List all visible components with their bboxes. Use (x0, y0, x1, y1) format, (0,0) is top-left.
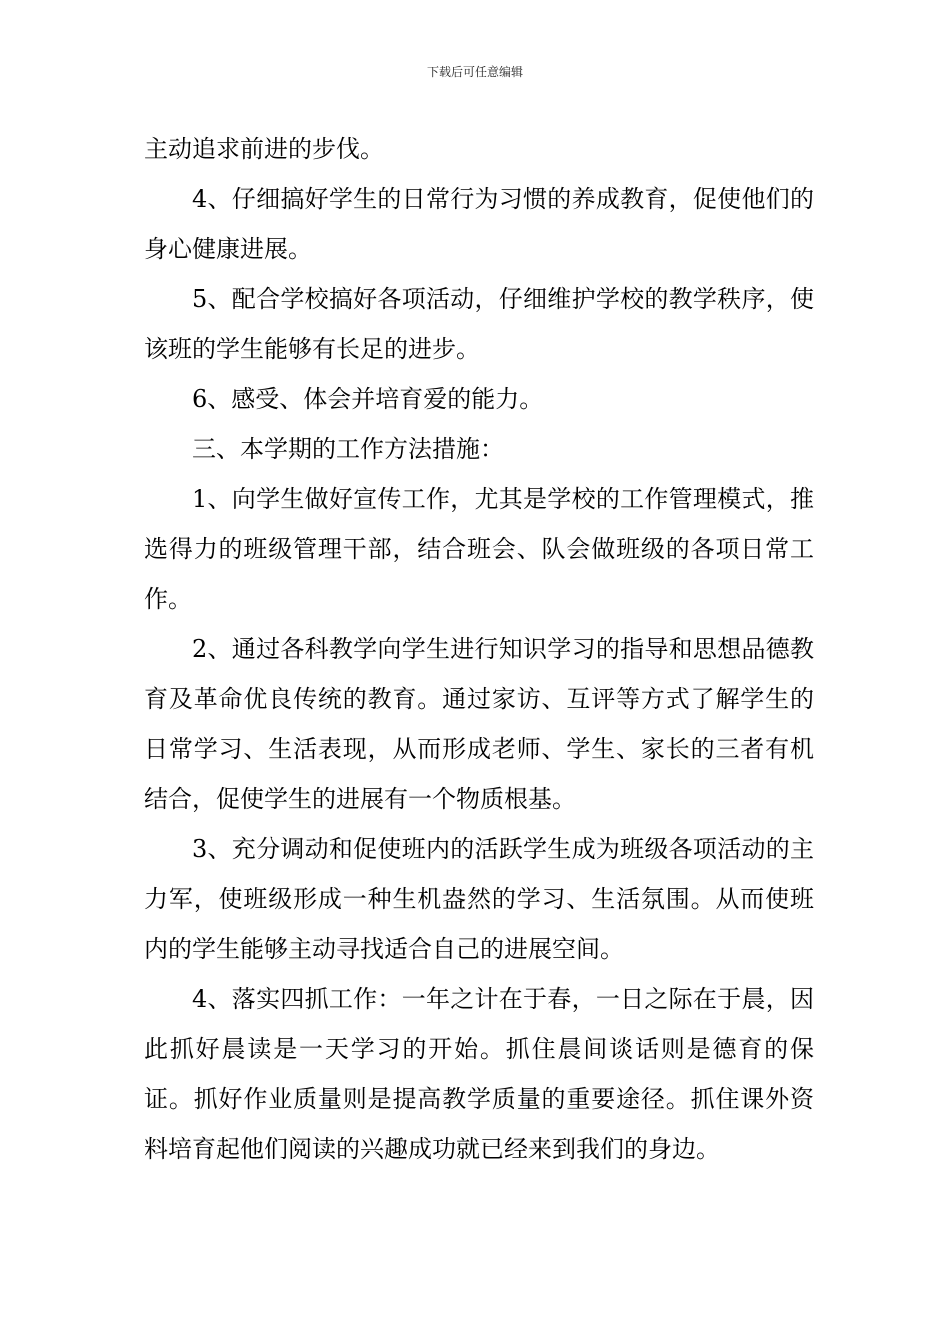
paragraph-item-4-habits: 4、仔细搞好学生的日常行为习惯的养成教育，促使他们的身心健康进展。 (144, 185, 814, 263)
paragraph-continuation: 主动追求前进的步伐。 (144, 135, 384, 163)
paragraph-method-2: 2、通过各科教学向学生进行知识学习的指导和思想品德教育及革命优良传统的教育。通过家访、互评等方式了解学生的日常学习、生活表现，从而形成老师、学生、家长的三者有机结合，促使学生的进展有一个物质根基。 (144, 635, 814, 813)
document-body (144, 124, 814, 1174)
section-heading-methods: 三、本学期的工作方法措施： (192, 435, 504, 463)
paragraph-method-3: 3、充分调动和促使班内的活跃学生成为班级各项活动的主力军，使班级形成一种生机盎然的学习、生活氛围。从而使班内的学生能够主动寻找适合自己的进展空间。 (144, 835, 814, 963)
paragraph-method-1: 1、向学生做好宣传工作，尤其是学校的工作管理模式，推选得力的班级管理干部，结合班会、队会做班级的各项日常工作。 (144, 485, 814, 613)
paragraph-item-6-love: 6、感受、体会并培育爱的能力。 (192, 385, 544, 413)
paragraph-item-5-activities: 5、配合学校搞好各项活动，仔细维护学校的教学秩序，使该班的学生能够有长足的进步。 (144, 285, 814, 363)
paragraph-method-4: 4、落实四抓工作：一年之计在于春，一日之际在于晨，因此抓好晨读是一天学习的开始。抓住晨间谈话则是德育的保证。抓好作业质量则是提高教学质量的重要途径。抓住课外资料培育起他们阅读的兴趣成功就已经来到我们的身边。 (144, 985, 814, 1163)
page-header-note: 下载后可任意编辑 (426, 65, 523, 79)
